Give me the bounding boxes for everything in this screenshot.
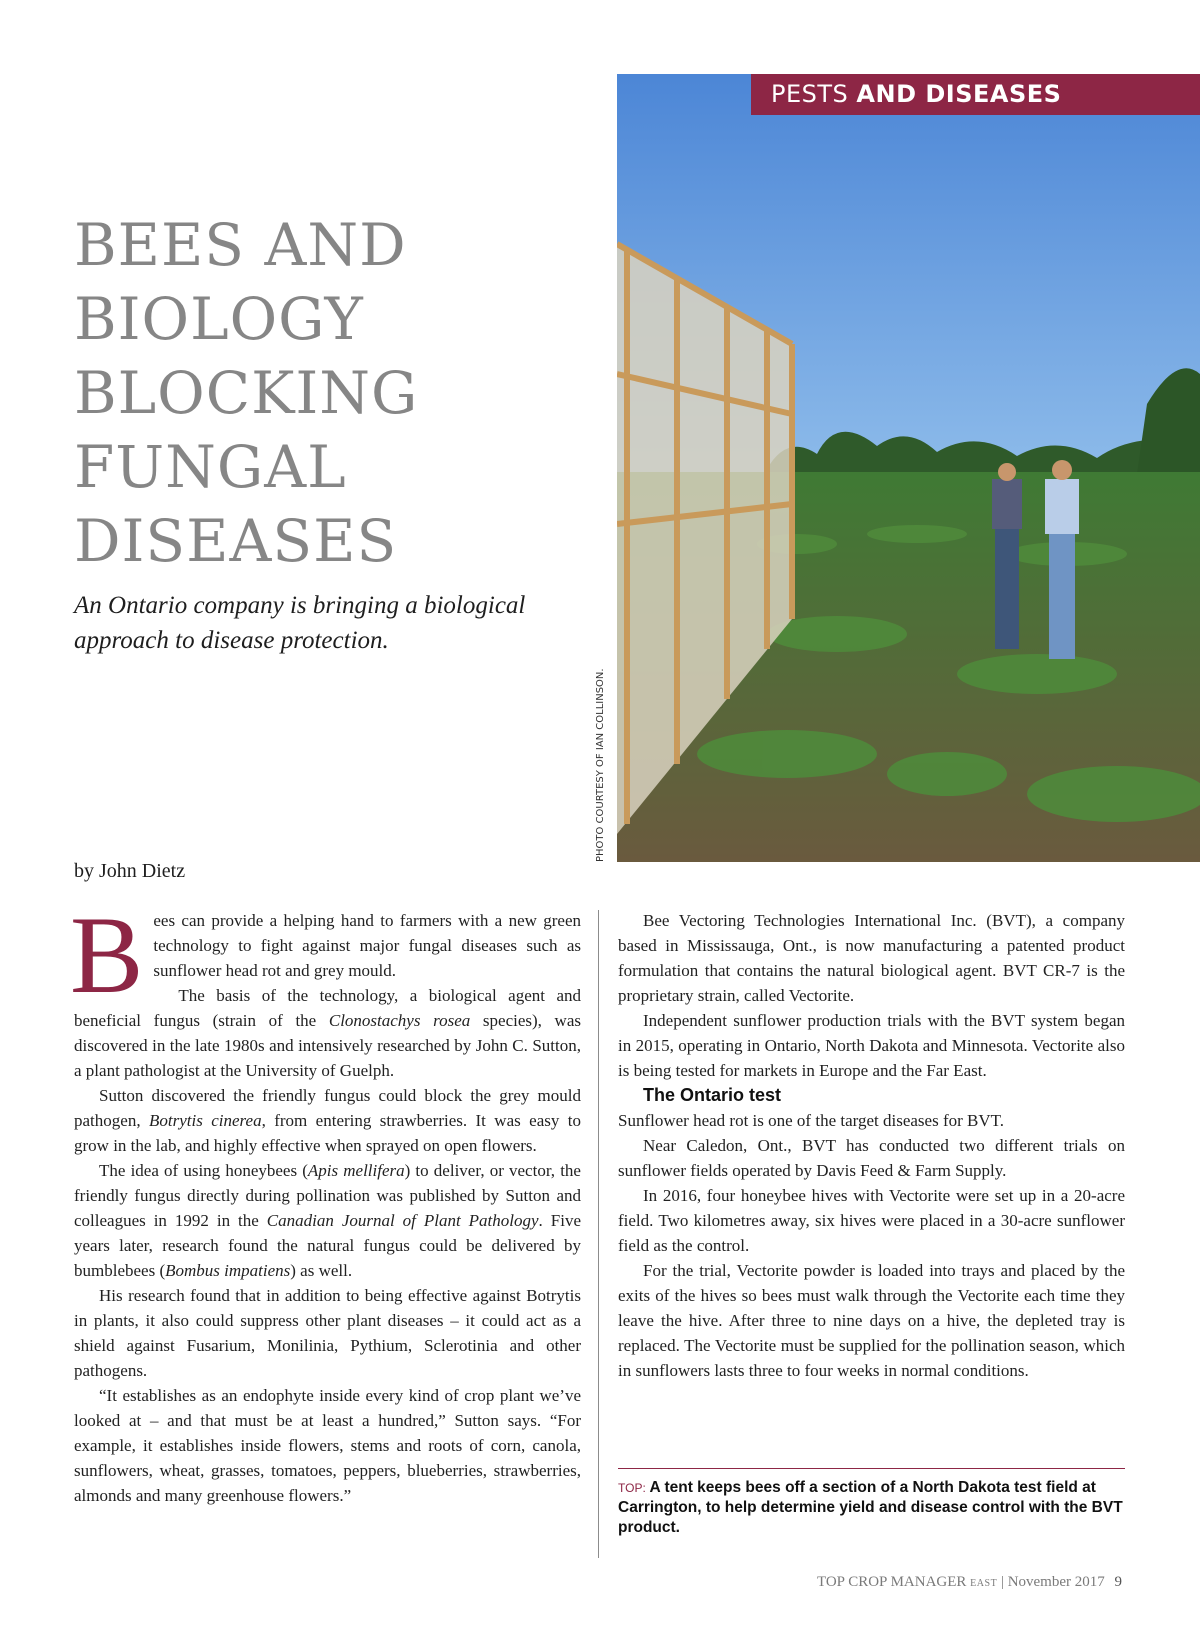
- article-column-right: [618, 908, 1125, 1383]
- page-number: 9: [1114, 1574, 1122, 1590]
- headline-line: DISEASES: [74, 507, 398, 575]
- paragraph: Independent sunflower production trials with the BVT system began in 2015, operating in Ontario, North Dakota and Minnesota. Vectorite also is being tested for markets in Europe and the Far East.: [618, 1011, 1125, 1080]
- paragraph: Sutton discovered the friendly fungus could block the grey mould pathogen, Botrytis cinerea, from entering strawberries. It was easy to grow in the lab, and highly effective when sprayed on open flowers.: [74, 1086, 581, 1155]
- paragraph: His research found that in addition to being effective against Botrytis in plants, it also could suppress other plant diseases – it could act as a shield against Fusarium, Monilinia, Pythium, Sclerotinia and other pathogens.: [74, 1286, 581, 1380]
- photo-caption: [618, 1478, 1125, 1538]
- section-tag: [751, 74, 1200, 115]
- section-tag-bold: AND DISEASES: [856, 80, 1062, 108]
- photo-credit: PHOTO COURTESY OF IAN COLLINSON.: [595, 668, 606, 862]
- paragraph: Near Caledon, Ont., BVT has conducted two different trials on sunflower fields operated by Davis Feed & Farm Supply.: [618, 1136, 1125, 1180]
- footer-date: November 2017: [1007, 1574, 1105, 1590]
- column-divider: [598, 910, 599, 1558]
- footer-separator: |: [1000, 1574, 1004, 1590]
- caption-rule: [618, 1468, 1125, 1469]
- caption-text: A tent keeps bees off a section of a North Dakota test field at Carrington, to help determine yield and disease control with the BVT product.: [618, 1479, 1123, 1536]
- paragraph: Bee Vectoring Technologies International Inc. (BVT), a company based in Mississauga, Ont., is now manufacturing a patented product formulation that contains the natural biological agent. BVT CR-7 is the proprietary strain, called Vectorite.: [618, 911, 1125, 1005]
- drop-cap: B: [70, 894, 144, 1016]
- headline-line: BIOLOGY: [74, 285, 364, 353]
- headline-line: BLOCKING: [74, 359, 419, 427]
- headline: [74, 208, 574, 578]
- article-column-left: [70, 894, 581, 1508]
- paragraph: For the trial, Vectorite powder is loaded into trays and placed by the exits of the hives so bees must walk through the Vectorite each time they leave the hive. After three to nine days on a hive, the depleted tray is replaced. The Vectorite must be supplied for the pollination season, which in sunflowers lasts three to four weeks in normal conditions.: [618, 1261, 1125, 1380]
- paragraph: The idea of using honeybees (Apis mellifera) to deliver, or vector, the friendly fungus directly during pollination was published by Sutton and colleagues in 1992 in the Canadian Journal of Plant Pathology. Five years later, research found the natural fungus could be delivered by bumblebees (Bombus impatiens) as well.: [74, 1161, 581, 1280]
- headline-line: FUNGAL: [74, 433, 347, 501]
- cover-photo: [617, 74, 1200, 862]
- headline-line: BEES AND: [74, 211, 407, 279]
- paragraph: “It establishes as an endophyte inside every kind of crop plant we’ve looked at – and that must be at least a hundred,” Sutton says. “For example, it establishes inside flowers, stems and roots of corn, canola, sunflowers, wheat, grasses, tomatoes, peppers, blueberries, strawberries, almonds and many greenhouse flowers.”: [74, 1386, 581, 1505]
- subhead: The Ontario test: [643, 1085, 782, 1105]
- caption-tag: TOP:: [618, 1481, 646, 1495]
- field-photo-illustration: [617, 74, 1200, 862]
- page-footer: [817, 1574, 1122, 1591]
- footer-magazine: TOP CROP MANAGER: [816, 1574, 967, 1590]
- paragraph: The basis of the technology, a biological agent and beneficial fungus (strain of the Clonostachys rosea species), was discovered in the late 1980s and intensively researched by John C. Sutton, a plant pathologist at the University of Guelph.: [74, 986, 581, 1080]
- footer-edition: EAST: [970, 1578, 998, 1589]
- paragraph: Sunflower head rot is one of the target diseases for BVT.: [618, 1111, 1005, 1130]
- section-tag-light: PESTS: [771, 80, 849, 108]
- paragraph: In 2016, four honeybee hives with Vectorite were set up in a 20-acre field. Two kilometres away, six hives were placed in a 30-acre sunflower field as the control.: [618, 1186, 1125, 1255]
- paragraph: ees can provide a helping hand to farmers with a new green technology to fight against major fungal diseases such as sunflower head rot and grey mould.: [153, 911, 581, 980]
- deck: An Ontario company is bringing a biological approach to disease protection.: [74, 592, 526, 654]
- byline: by John Dietz: [74, 860, 186, 882]
